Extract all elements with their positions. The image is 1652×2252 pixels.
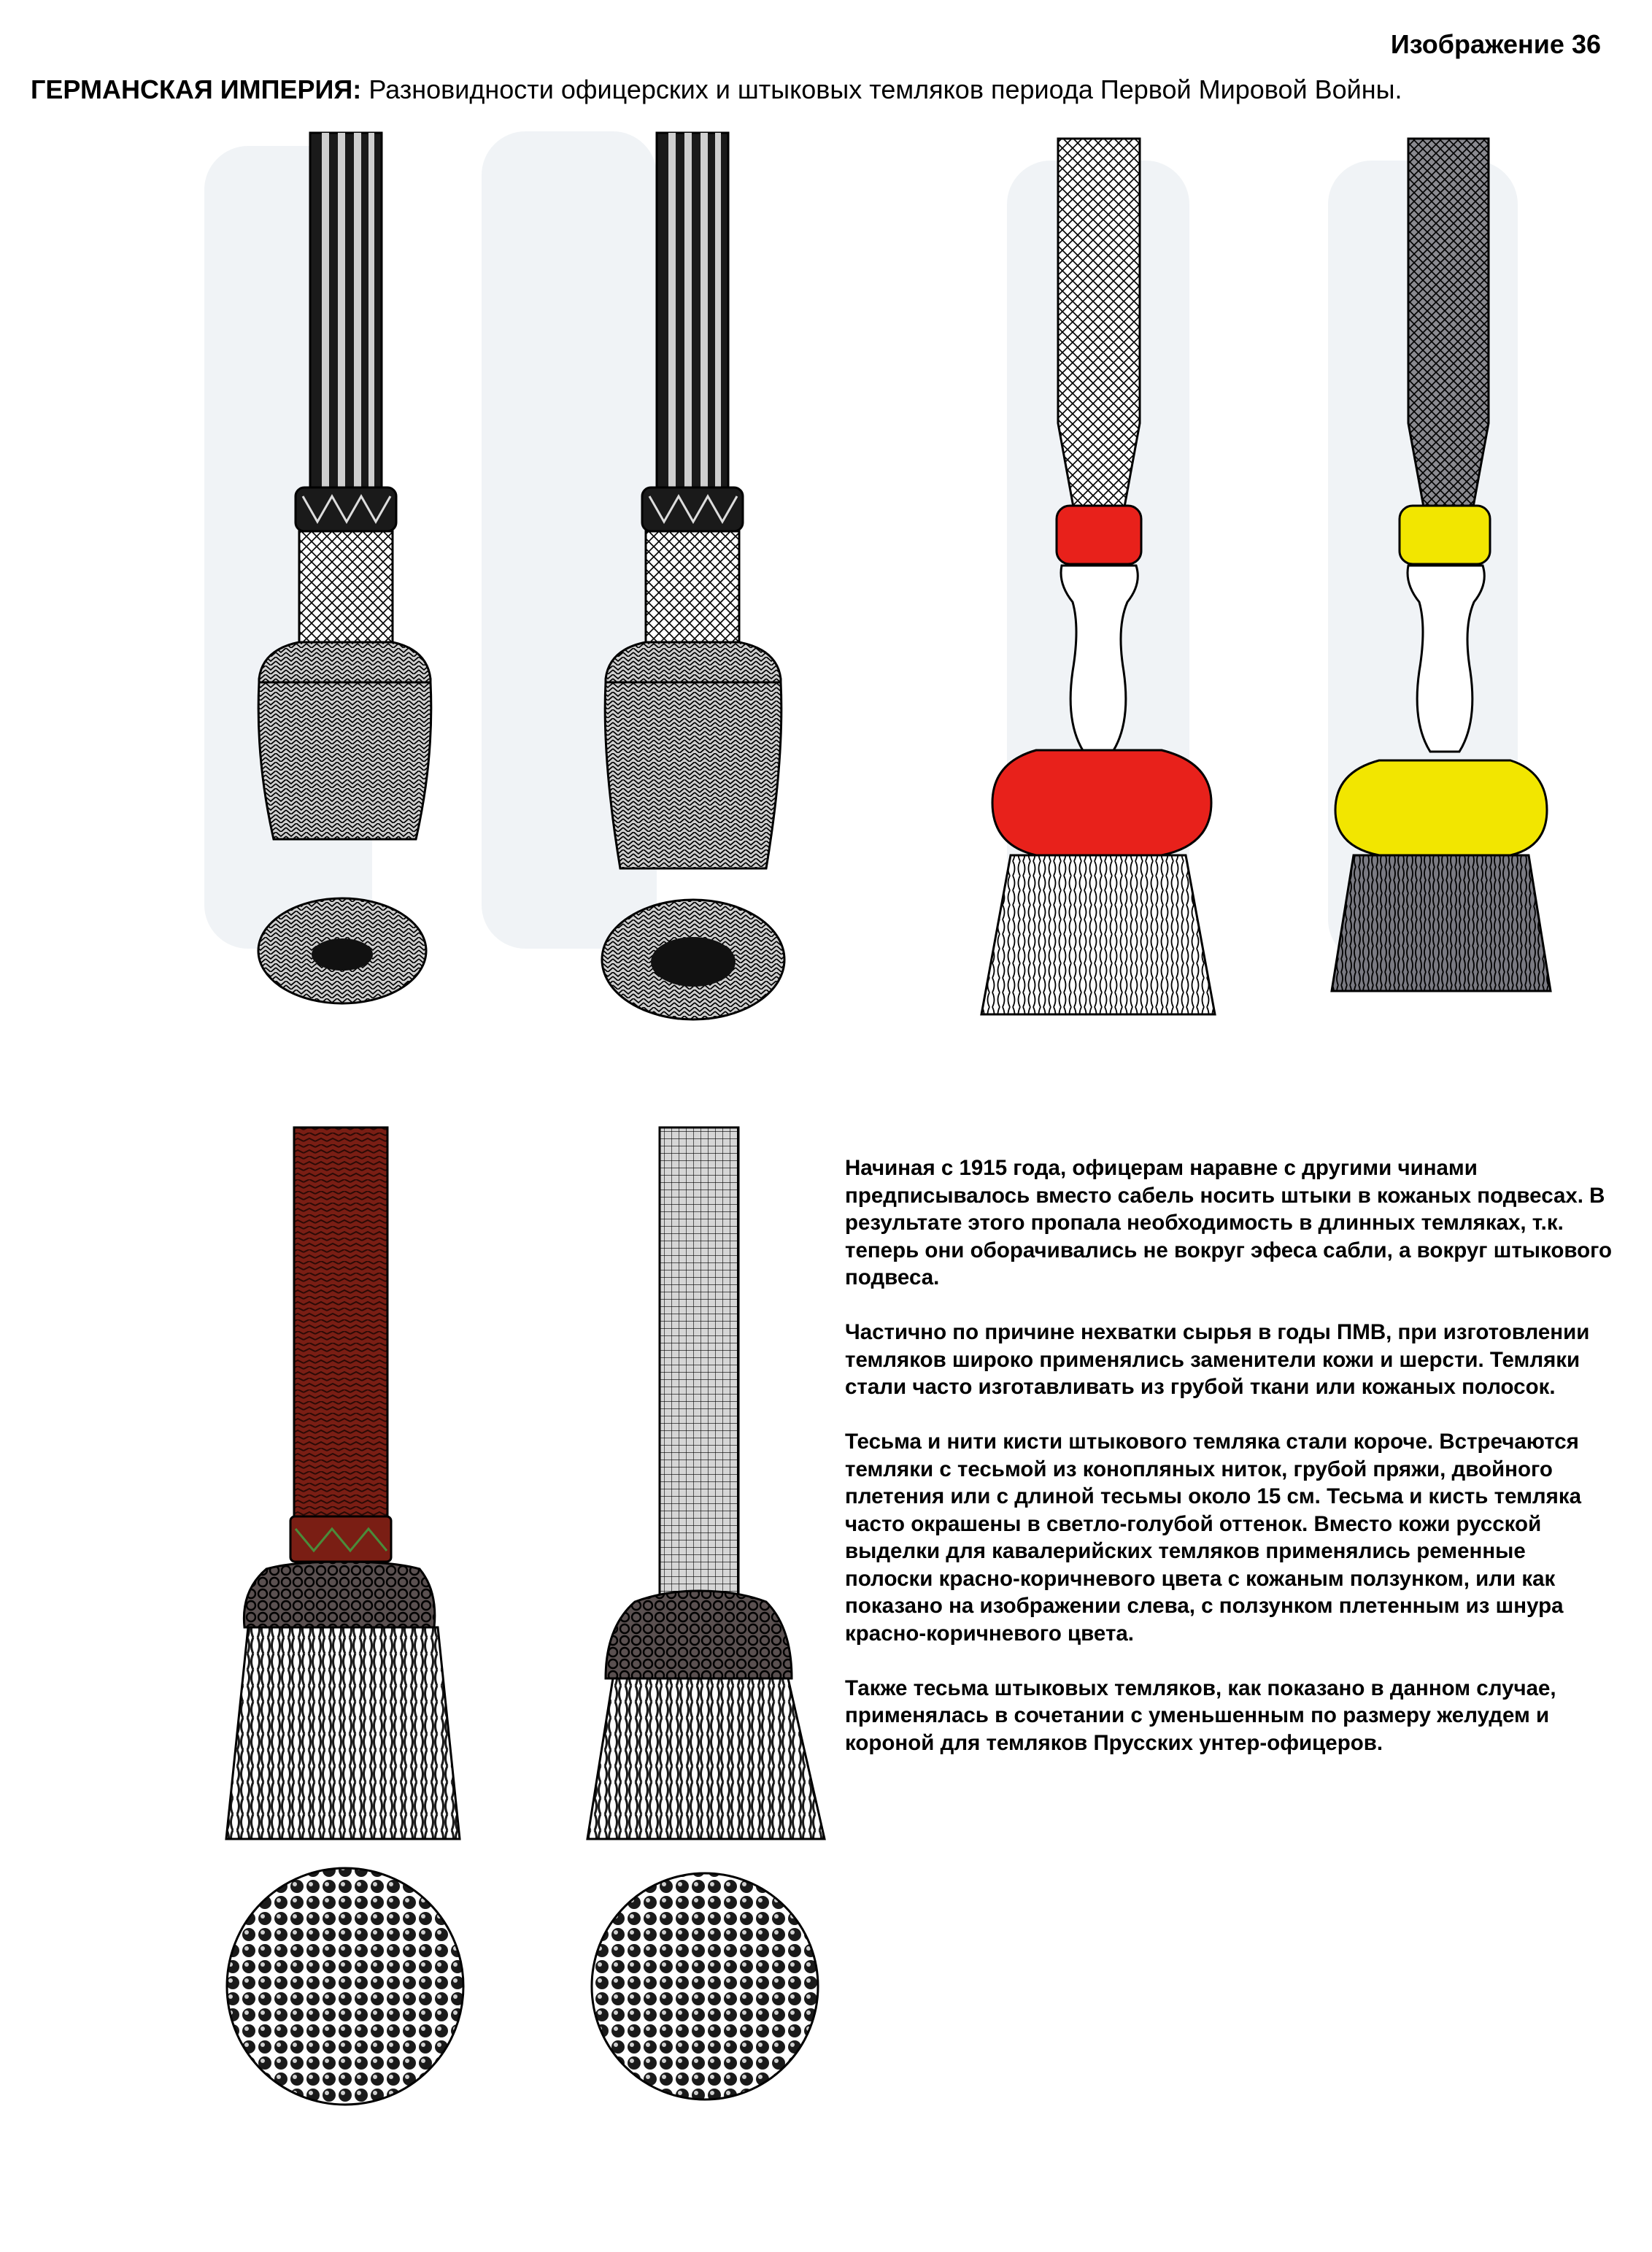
acorn-body [258,682,431,839]
bayonet-knot-red [981,139,1215,1014]
woven-strap [660,1127,738,1594]
tassel-fringe [981,855,1215,1014]
slide-neck [299,531,393,655]
officer-knot-2 [602,133,784,1019]
crown [244,1562,434,1627]
yellow-crown [1335,760,1547,855]
acorn-crown [606,642,781,682]
tassel-fringe [226,1627,460,1839]
woven-strap [1408,139,1489,511]
tassel-fringe [587,1678,825,1839]
acorn-base-hole [312,938,373,971]
tassel-fringe [1332,855,1551,991]
tassel-end-beads [592,1873,818,2099]
crown [606,1591,792,1678]
acorn-body [605,682,781,868]
heading-country: ГЕРМАНСКАЯ ИМПЕРИЯ: [31,74,362,104]
striped-strap [657,133,728,490]
woven-strap [294,1127,387,1518]
paragraph: Также тесьма штыковых темляков, как показано в данном случае, применялась в сочетании с уменьшенным по размеру желудем и короной для темляков Прусских унтер-офицеров. [845,1675,1556,1755]
officer-knot-1 [258,133,431,1003]
striped-strap [310,133,382,490]
woven-strap [1058,139,1140,511]
bayonet-knot-grey [587,1127,825,2099]
stem [1408,566,1484,752]
paragraph: Тесьма и нити кисти штыкового темляка стали короче. Встречаются темляки с тесьмой из конопляных ниток, грубой пряжи, двойного плетения или с длиной тесьмы около 15 см. Тесьма и кисть темляка часто окрашены в светло-голубой оттенок. Вместо кожи русской выделки для кавалерийских темляков применялись ременные полоски красно-коричневого цвета с кожаным ползунком, или как показано на изображении слева, с ползунком плетенным из шнура красно-коричневого цвета. [845,1430,1582,1646]
figure-label: Изображение 36 [1390,29,1601,59]
bayonet-knot-yellow [1332,139,1551,991]
paragraph: Частично по причине нехватки сырья в годы ПМВ, при изготовлении темляков широко применялись заменители кожи и шерсти. Темляки стали часто изготавливать из грубой ткани или кожаных полосок. [845,1320,1590,1399]
yellow-slide [1400,506,1490,564]
red-slide [1057,506,1141,564]
stem [1061,566,1138,752]
red-crown [992,750,1211,855]
body-text [845,1154,1618,1784]
slide-neck [646,531,739,655]
paragraph: Начиная с 1915 года, офицерам наравне с другими чинами предписывалось вместо сабель носить штыки в кожаных подвесах. В результате этого пропала необходимость в длинных темляках, т.к. теперь они оборачивались не вокруг эфеса сабли, а вокруг штыкового подвеса. [845,1156,1613,1289]
bayonet-knot-red-brown [226,1127,463,2105]
acorn-crown [259,642,431,682]
tassel-end-beads [227,1868,463,2105]
heading-text: Разновидности офицерских и штыковых темляков периода Первой Мировой Войны. [368,74,1402,104]
acorn-base-hole [651,937,736,987]
